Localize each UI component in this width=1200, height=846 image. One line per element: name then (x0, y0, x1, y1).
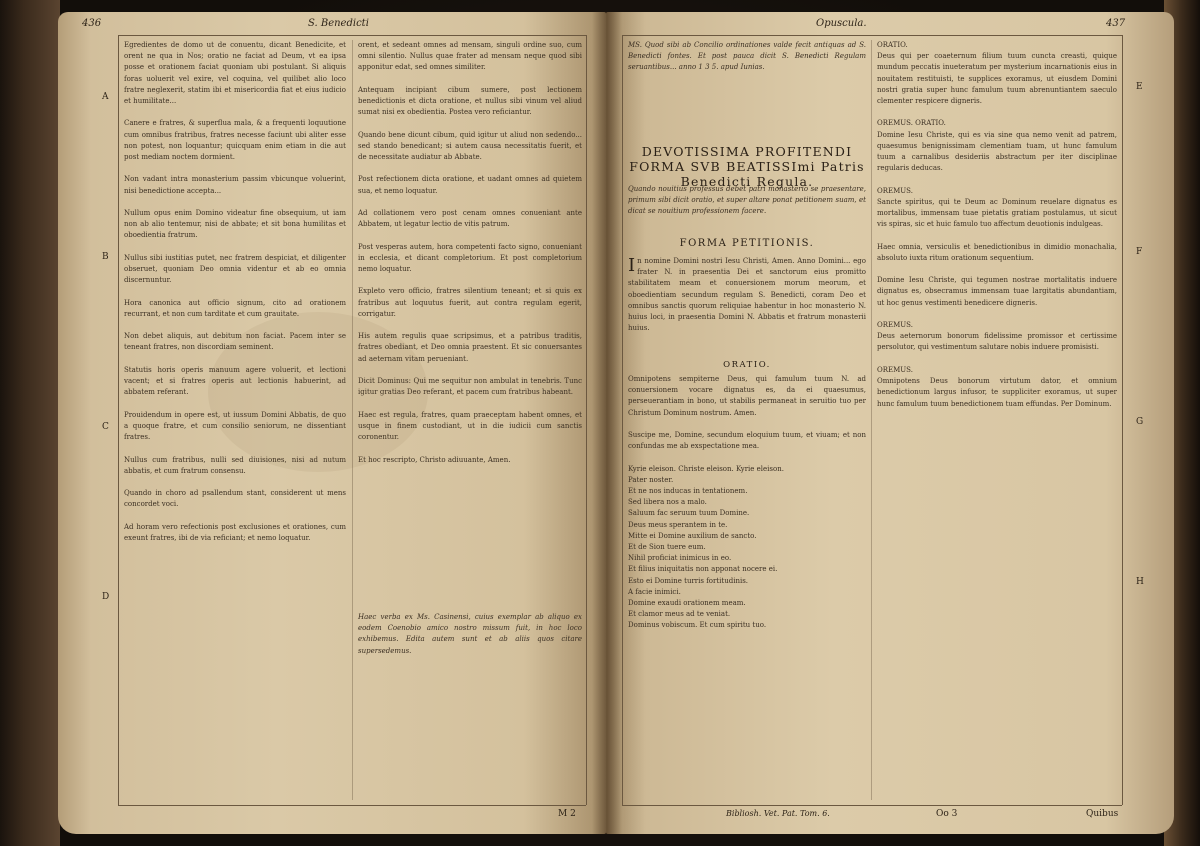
left-column-divider (352, 40, 353, 800)
oratio-text-block (628, 374, 866, 802)
margin-letter-e: E (1136, 82, 1143, 92)
petition-text: n nomine Domini nostri Iesu Christi, Amen. Anno Domini... ego frater N. in praesentia Dei et sanctorum eius promitto stabilitatem meam et conuersionem morum meorum, et oboedientiam secundum regulam S. Benedicti, coram Deo et omnibus sanctis quorum reliquiae habentur in hoc monasterio N. huius loci, in praesentia Domini N. Abbatis et fratrum monasterii huius. (628, 257, 869, 333)
book-left-edge (0, 0, 60, 846)
right-frame-left (622, 35, 623, 805)
left-frame-left (118, 35, 119, 805)
oratio-text: Omnipotens sempiterne Deus, qui famulum tuum N. ad conuersionem vocare dignatus es, da ei quaesumus, perseuerantiam in bono, ut stabilis permaneat in seruitio tuo per Christum Dominum nostrum. Amen. Suscipe me, Domine, secundum eloquium tuum, et viuam; et non confundas me ab exspectatione mea. Kyrie eleison. Christe eleison. Kyrie eleison. Pater noster. Et ne nos inducas in tentationem. Sed libera nos a malo. Saluum fac seruum tuum Domine. Deus meus sperantem in te. Mitte ei Domine auxilium de sancto. Et de Sion tuere eum. Nihil proficiat inimicus in eo. Et filius iniquitatis non apponat nocere ei. Esto ei Domine turris fortitudinis. A facie inimici. Domine exaudi orationem meam. Et clamor meus ad te veniat. Dominus vobiscum. Et cum spiritu tuo. (628, 375, 866, 630)
catchword: Quibus (1086, 809, 1119, 819)
right-column-divider (871, 40, 872, 800)
left-column-2 (358, 40, 582, 610)
left-page (58, 12, 606, 834)
petition-text-block (628, 255, 869, 356)
left-header-rule (118, 35, 586, 36)
left-footnote (358, 612, 585, 800)
right-running-head: Opuscula. (816, 18, 867, 29)
oratio-heading: ORATIO. (723, 360, 771, 370)
footer-source: Bibliosh. Vet. Pat. Tom. 6. (726, 809, 830, 818)
book-gutter (592, 12, 622, 834)
left-signature: M 2 (558, 809, 576, 819)
margin-letter-c: C (102, 422, 109, 432)
left-footer-rule (118, 805, 586, 806)
right-frame-right (1122, 35, 1123, 805)
dropcap-i: I (628, 255, 636, 276)
right-top-note (628, 40, 869, 110)
margin-letter-h: H (1136, 577, 1144, 587)
petition-heading: FORMA PETITIONIS. (679, 238, 815, 249)
left-running-head: S. Benedicti (308, 18, 369, 29)
right-column-2-text: ORATIO. Deus qui per coaeternum filium tuum cuncta creasti, quique mundum peccatis inueteratum per mysterium incarnationis eius in nouitatem restituisti, te supplices exoramus, ut eiusdem Domini nostri gratia super hunc famulum tuum abrenuntiantem saeculo clementer respicere digneris. OREMUS. ORATIO. Domine Iesu Christe, qui es via sine qua nemo venit ad patrem, quaesumus benignissimam clementiam tuam, ut hunc famulum tuum a carnalibus desideriis abstractum per iter disciplinae regularis deducas. OREMUS. Sancte spiritus, qui te Deum ac Dominum reuelare dignatus es mortalibus, immensam tuae pietatis gratiam postulamus, ut sicut vis spiras, sic et huic famulo tuo affectum deuotionis indulgeas. Haec omnia, versiculis et benedictionibus in dimidio monachalia, absoluto iuxta ritum orationum sequentium. Domine Iesu Christe, qui tegumen nostrae mortalitatis induere dignatus es, obsecramus immensam tuae largitatis abundantiam, ut hoc genus vestimenti benedicere digneris. OREMUS. Deus aeternorum bonorum fidelissime promissor et certissime persolutor, qui vestimentum salutare nobis induere promisisti. OREMUS. Omnipotens Deus bonorum virtutum dator, et omnium benedictionum largus infusor, te suppliciter exoramus, ut super hunc famulum tuum benedictionem tuam effundas. Per Dominum. (877, 41, 1117, 408)
left-column-2-text: orent, et sedeant omnes ad mensam, singuli ordine suo, cum omni silentio. Nullus quae frater ad mensam neque quod sibi apponitur edat, sed omnes similiter. Antequam incipiant cibum sumere, post lectionem benedictionis et dicta oratione, et nullus sibi vinum vel aliud sumat nisi ex obedientia. Postea vero reficiantur. Quando bene dicunt cibum, quid igitur ut aliud non sedendo... sed stando benedicant; si autem causa necessitatis fuerit, et de necessitate audiatur ab Abbate. Post refectionem dicta oratione, et uadant omnes ad quietem sua, et nemo loquatur. Ad collationem vero post cenam omnes conueniant ante Abbatem, ut legatur lectio de vitis patrum. Post vesperas autem, hora competenti facto signo, conueniant in ecclesia, et dicant completorium. Et post completorium nemo loquatur. Expleto vero officio, fratres silentium teneant; et si quis ex fratribus aut loquutus fuerit, aut contra regulam egerit, corrigatur. His autem regulis quae scripsimus, et a patribus traditis, fratres obediant, et Deo omnia praestent. Et sic conuersantes ad aeternam vitam perueniant. Dicit Dominus: Qui me sequitur non ambulat in tenebris. Tunc igitur gratias Deo referant, et pacem cum fratribus habeant. Haec est regula, fratres, quam praeceptam habent omnes, et usque in finem custodiant, ut in die iudicii cum sanctis coronentur. Et hoc rescripto, Christo adiuuante, Amen. (358, 41, 582, 464)
right-footer-rule (622, 805, 1122, 806)
right-signature: Oo 3 (936, 809, 958, 819)
right-intro-text: Quando nouitius professus debet patri monasterio se praesentare, primum sibi dicit oratio, et super altare ponat petitionem suam, et dicat se nouitium professionem facere. (628, 185, 869, 216)
document-title: DEVOTISSIMA PROFITENDI FORMA SVB BEATISSImi Patris Benedicti Regula. (629, 144, 865, 189)
right-page-number: 437 (1106, 18, 1126, 29)
margin-letter-f: F (1136, 247, 1143, 257)
left-footnote-text: Haec verba ex Ms. Casinensi, cuius exemplar ab aliquo ex eodem Coenobio amico nostro missum fuit, in hoc loco exhibemus. Edita autem sunt et ab aliis quos citare supersedemus. (358, 613, 585, 655)
margin-letter-g: G (1136, 417, 1144, 427)
left-frame-right (586, 35, 587, 805)
left-column-1 (124, 40, 346, 802)
right-intro (628, 184, 869, 232)
left-column-1-text: Egredientes de domo ut de conuentu, dicant Benedicite, et orent ne qua in Nos; oratio ne faciat ad Deum, vt ea ipsa posse et orationem faciat quoniam ubi postulant. Si aliquis foras uoluerit vel exire, vel coquina, vel quilibet alio loco fratre neglexerit, statim ibi et misericordia fiat et eius iudicio et humilitate... Canere e fratres, & superflua mala, & a frequenti loquutione cum omnibus fratribus, fratres necesse faciunt ubi aliter esse non potest, non loquantur; quicquam enim etiam in die aut post mediam noctem dormient. Non vadant intra monasterium passim vbicunque voluerint, nisi benedictione accepta... Nullum opus enim Domino videatur fine obsequium, ut iam non ab alio tentemur, nisi de abbate; et sit bona humilitas et oboedientia fratrum. Nullus sibi iustitias putet, nec fratrem despiciat, et diligenter obseruet, quoniam Deo omnia videntur et ab eo omnia discernuntur. Hora canonica aut officio signum, cito ad orationem recurrant, et non cum tarditate et cum grauitate. Non debet aliquis, aut debitum non faciat. Pacem inter se teneant fratres, non discordiam seminent. Statutis horis operis manuum agere voluerit, et lectioni vacent; et si fratres operis aut lectionis habuerint, ad abbatem referant. Prouidendum in opere est, ut iussum Domini Abbatis, de quo a quoque fratre, et cum consilio seniorum, ne dissentiant fratres. Nullus cum fratribus, nulli sed diuisiones, nisi ad nutum abbatis, et cum fratrum consensu. Quando in choro ad psallendum stant, considerent ut mens concordet voci. Ad horam vero refectionis post exclusiones et orationes, cum exeunt fratres, ibi de via reficiant; et nemo loquatur. (124, 41, 346, 542)
left-page-number: 436 (82, 18, 102, 29)
right-column-2 (877, 40, 1117, 802)
right-page (606, 12, 1174, 834)
margin-letter-b: B (102, 252, 109, 262)
margin-letter-a: A (102, 92, 109, 102)
margin-letter-d: D (102, 592, 110, 602)
right-header-rule (622, 35, 1122, 36)
right-top-note-text: MS. Quod sibi ab Concilio ordinationes valde fecit antiquas ad S. Benedicti fontes. Et post pauca dicit S. Benedicti Regulam seruantibus... anno 1 3 5. apud Iunias. (628, 41, 869, 72)
